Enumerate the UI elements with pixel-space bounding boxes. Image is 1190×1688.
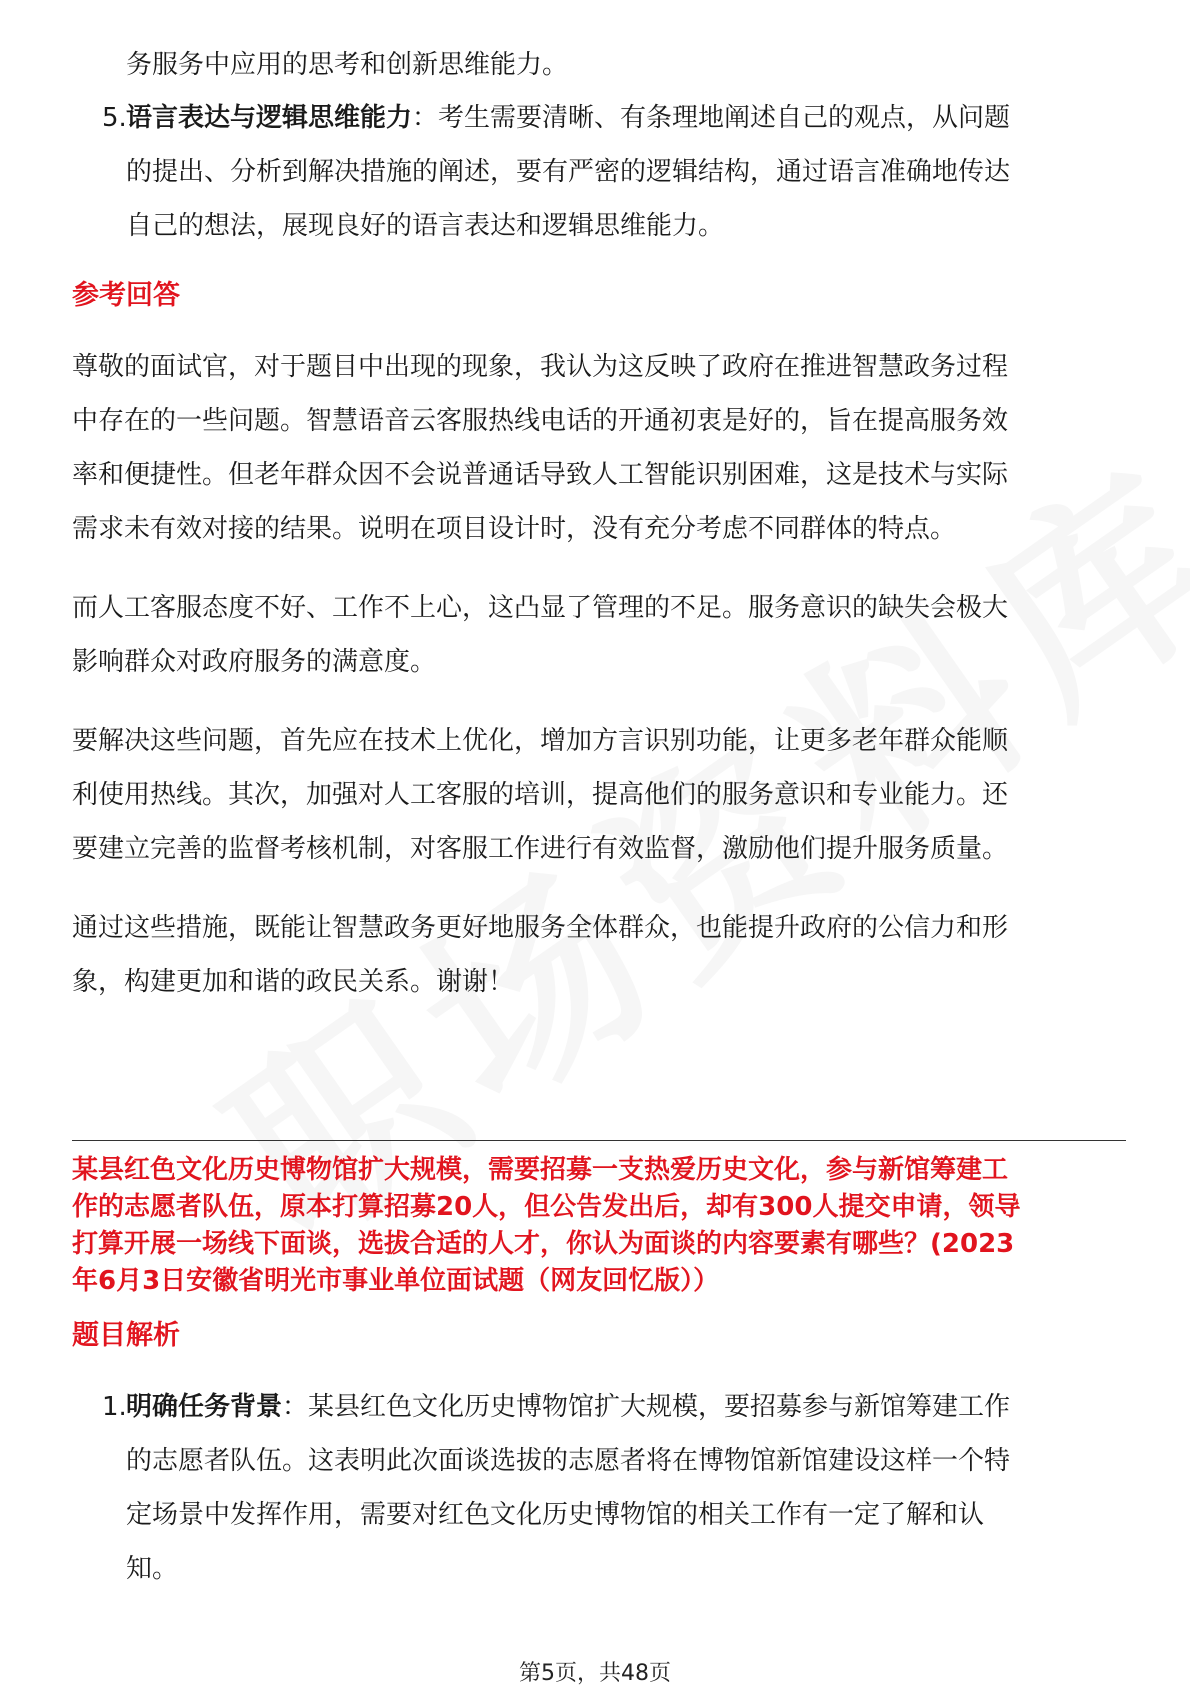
answer-p1-line-4: 需求未有效对接的结果。说明在项目设计时，没有充分考虑不同群体的特点。: [72, 514, 957, 544]
question-line-3: 打算开展一场线下面谈，选拔合适的人才，你认为面谈的内容要素有哪些？(2023: [72, 1229, 1015, 1259]
section-heading-answer: 参考回答: [72, 280, 180, 311]
list-item-1-line-1: [126, 1390, 1010, 1424]
list-item-1-line-3: 定场景中发挥作用，需要对红色文化历史博物馆的相关工作有一定了解和认: [126, 1500, 985, 1530]
list-item-1-colon: ：: [282, 1392, 309, 1422]
question-line-1: 某县红色文化历史博物馆扩大规模，需要招募一支热爱历史文化，参与新馆筹建工: [72, 1155, 1009, 1185]
list-number-1: 1.: [102, 1392, 127, 1422]
list-item-1-text: 某县红色文化历史博物馆扩大规模，要招募参与新馆筹建工作: [308, 1392, 1011, 1422]
section-divider: [72, 1140, 1126, 1141]
list-item-5-colon: ：: [412, 103, 439, 133]
list-item-5-line-2: 的提出、分析到解决措施的阐述，要有严密的逻辑结构，通过语言准确地传达: [126, 157, 1011, 187]
question-line-2: 作的志愿者队伍，原本打算招募20人，但公告发出后，却有300人提交申请，领导: [72, 1192, 1021, 1222]
answer-p1-line-3: 率和便捷性。但老年群众因不会说普通话导致人工智能识别困难，这是技术与实际: [72, 460, 1009, 490]
list-item-5-title: 语言表达与逻辑思维能力: [126, 103, 413, 133]
list-item-1-title: 明确任务背景: [126, 1392, 283, 1422]
question-line-4: 年6月3日安徽省明光市事业单位面试题（网友回忆版））: [72, 1266, 720, 1296]
answer-p4-line-1: 通过这些措施，既能让智慧政务更好地服务全体群众，也能提升政府的公信力和形: [72, 913, 1009, 943]
answer-p3-line-2: 利使用热线。其次，加强对人工客服的培训，提高他们的服务意识和专业能力。还: [72, 780, 1009, 810]
list-number-5: 5.: [102, 103, 127, 133]
page-number-footer: 第5页，共48页: [519, 1661, 671, 1686]
list-item-1-line-2: 的志愿者队伍。这表明此次面谈选拔的志愿者将在博物馆新馆建设这样一个特: [126, 1446, 1011, 1476]
answer-p2-line-1: 而人工客服态度不好、工作不上心，这凸显了管理的不足。服务意识的缺失会极大: [72, 593, 1009, 623]
answer-p1-line-2: 中存在的一些问题。智慧语音云客服热线电话的开通初衷是好的，旨在提高服务效: [72, 406, 1009, 436]
list-item-5-line-3: 自己的想法，展现良好的语言表达和逻辑思维能力。: [126, 211, 725, 241]
answer-p3-line-1: 要解决这些问题，首先应在技术上优化，增加方言识别功能，让更多老年群众能顺: [72, 726, 1009, 756]
answer-p1-line-1: 尊敬的面试官，对于题目中出现的现象，我认为这反映了政府在推进智慧政务过程: [72, 352, 1009, 382]
list-item-5-text: 考生需要清晰、有条理地阐述自己的观点，从问题: [438, 103, 1011, 133]
list-item-continuation: 务服务中应用的思考和创新思维能力。: [126, 50, 569, 80]
section-heading-analysis: 题目解析: [72, 1320, 180, 1351]
answer-p4-line-2: 象，构建更加和谐的政民关系。谢谢！: [72, 967, 515, 997]
answer-p2-line-2: 影响群众对政府服务的满意度。: [72, 647, 437, 677]
list-item-1-line-4: 知。: [126, 1554, 179, 1584]
list-item-5-line-1: [126, 101, 1010, 135]
answer-p3-line-3: 要建立完善的监督考核机制，对客服工作进行有效监督，激励他们提升服务质量。: [72, 834, 1009, 864]
